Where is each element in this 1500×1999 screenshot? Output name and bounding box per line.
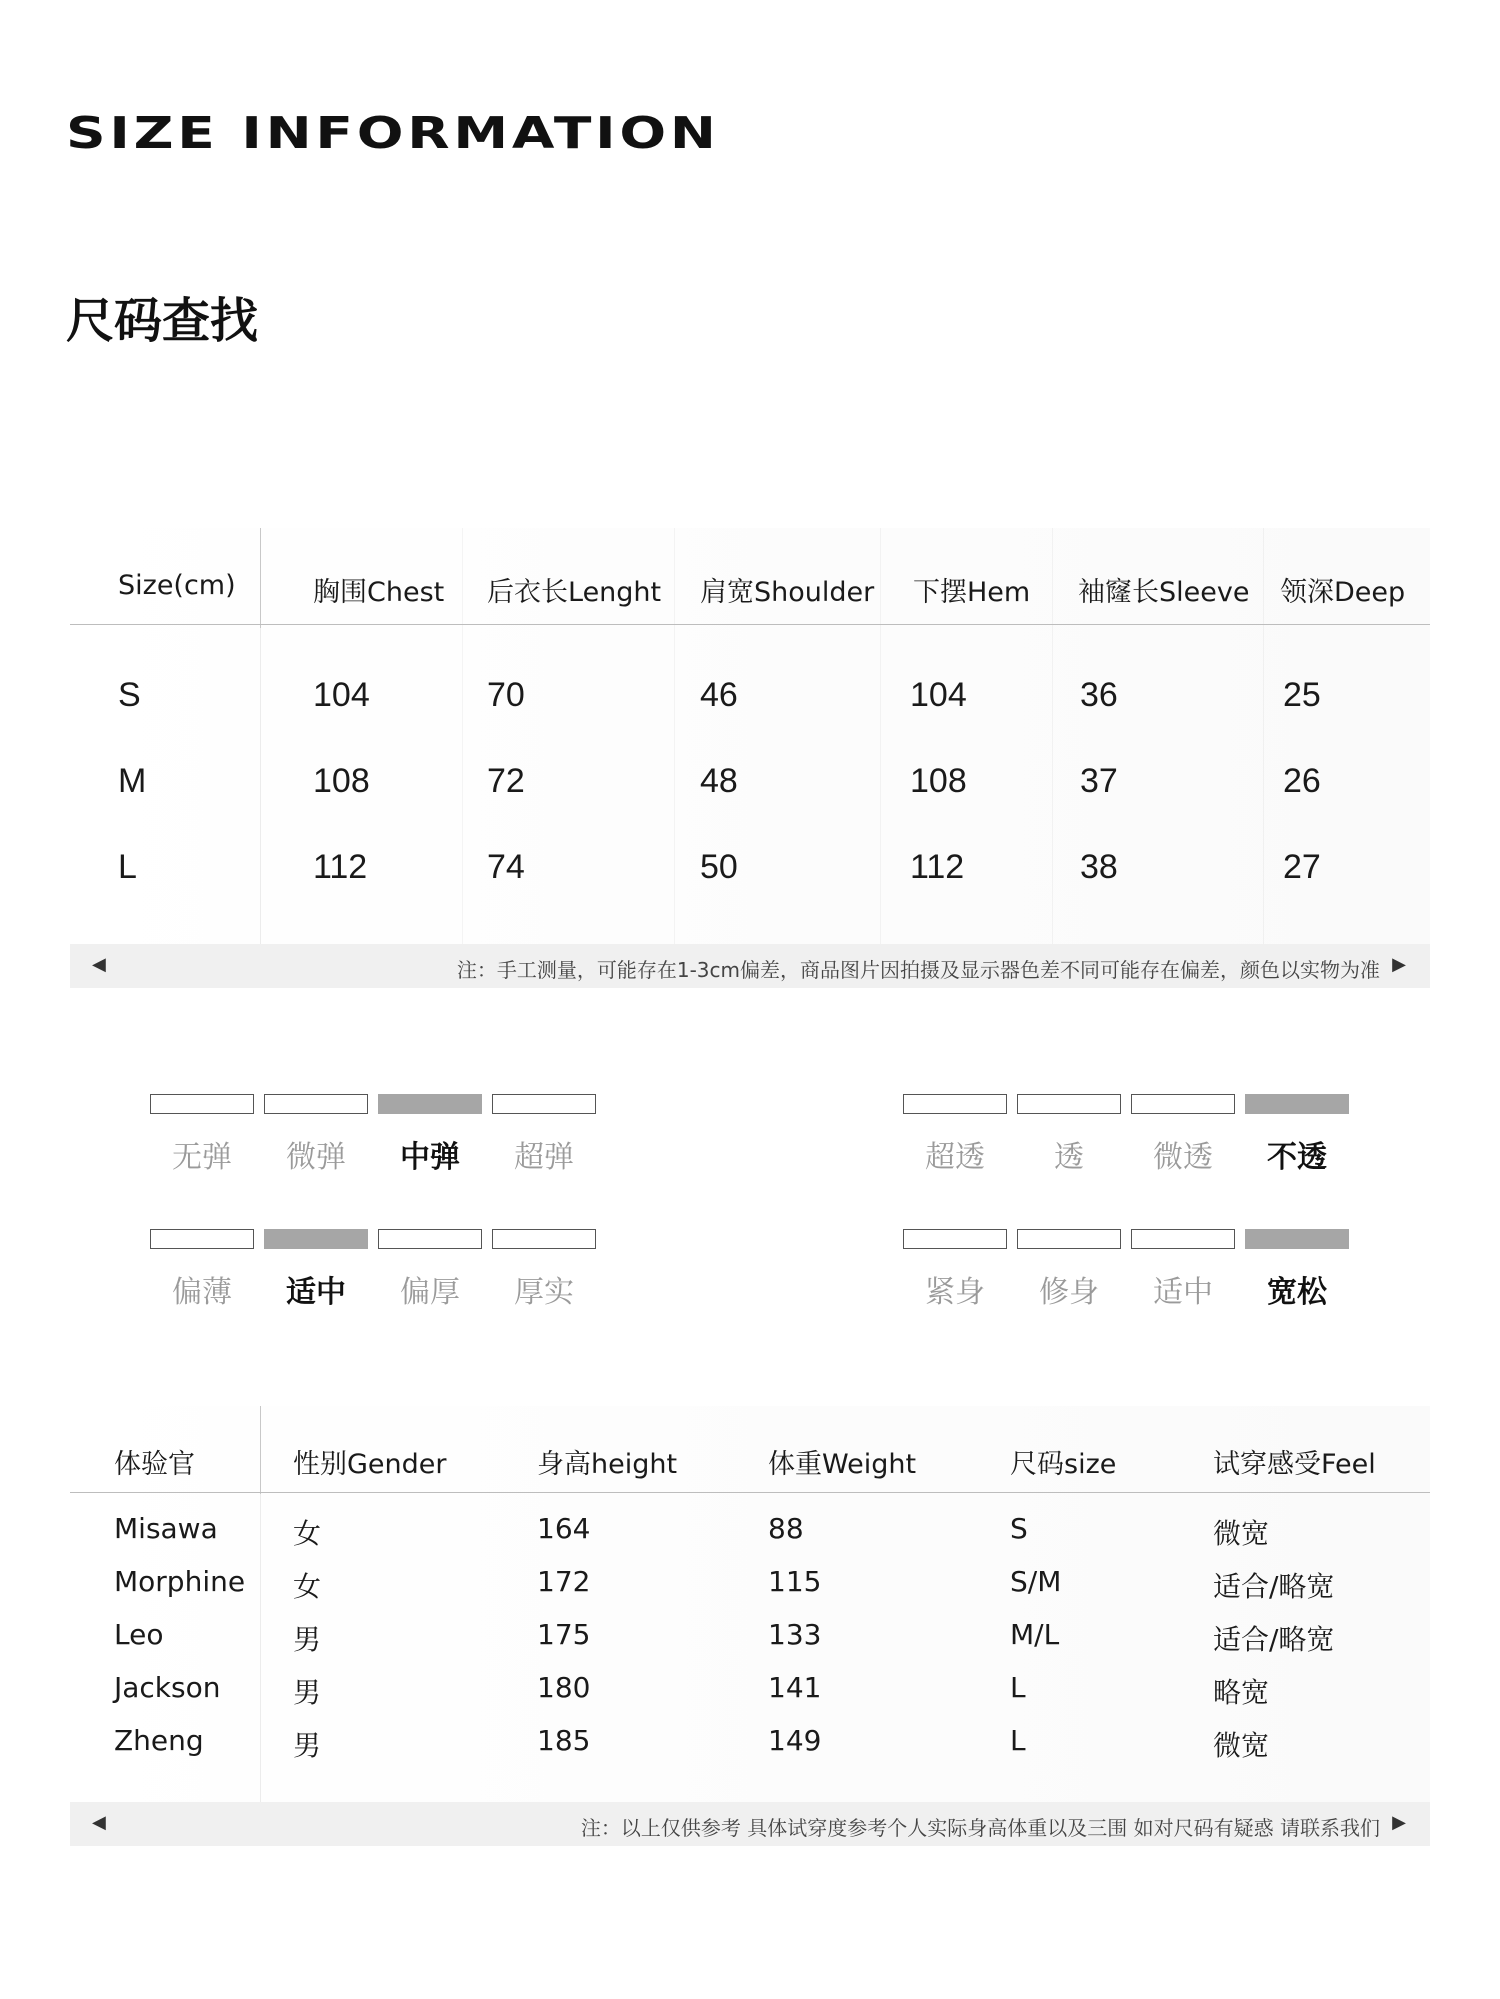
scroll-left-icon[interactable]: ◀ bbox=[92, 1812, 106, 1833]
cell-feel: 微宽 bbox=[1213, 1517, 1270, 1550]
cell-tester: Jackson bbox=[114, 1671, 221, 1704]
cell-length: 70 bbox=[487, 676, 525, 714]
cell-sleeve: 37 bbox=[1080, 762, 1118, 800]
scale-box bbox=[492, 1094, 596, 1114]
scale-transparency bbox=[903, 1094, 1353, 1184]
title-english: SIZE INFORMATION bbox=[66, 108, 720, 159]
cell-hem: 104 bbox=[910, 676, 967, 714]
cell-size: S bbox=[118, 676, 141, 714]
cell-weight: 141 bbox=[768, 1671, 822, 1704]
cell-shoulder: 50 bbox=[700, 848, 738, 886]
scale-box bbox=[1017, 1094, 1121, 1114]
cell-feel: 略宽 bbox=[1213, 1676, 1270, 1709]
cell-sleeve: 36 bbox=[1080, 676, 1118, 714]
cell-weight: 149 bbox=[768, 1724, 822, 1757]
scale-box bbox=[264, 1094, 368, 1114]
scale-box bbox=[492, 1229, 596, 1249]
cell-shoulder: 48 bbox=[700, 762, 738, 800]
column-divider bbox=[1263, 528, 1264, 946]
scroll-right-icon[interactable]: ▶ bbox=[1392, 954, 1406, 975]
cell-feel: 适合/略宽 bbox=[1213, 1623, 1335, 1656]
header-divider bbox=[260, 528, 261, 628]
cell-height: 175 bbox=[537, 1618, 591, 1651]
cell-gender: 男 bbox=[293, 1623, 322, 1656]
scale-box bbox=[1131, 1094, 1235, 1114]
scale-label: 厚实 bbox=[514, 1275, 574, 1310]
reference-note-bar[interactable] bbox=[70, 1802, 1430, 1846]
cell-gender: 女 bbox=[293, 1570, 322, 1603]
cell-sleeve: 38 bbox=[1080, 848, 1118, 886]
column-divider bbox=[880, 528, 881, 946]
header-underline bbox=[70, 1492, 1430, 1493]
cell-size: L bbox=[1010, 1671, 1026, 1704]
cell-height: 180 bbox=[537, 1671, 591, 1704]
scale-box bbox=[1131, 1229, 1235, 1249]
scale-box-selected bbox=[1245, 1094, 1349, 1114]
scale-label: 偏厚 bbox=[400, 1275, 460, 1310]
cell-deep: 26 bbox=[1283, 762, 1321, 800]
header-size: Size(cm) bbox=[118, 570, 236, 601]
cell-gender: 女 bbox=[293, 1517, 322, 1550]
cell-chest: 112 bbox=[313, 848, 368, 886]
scale-thickness bbox=[150, 1229, 600, 1319]
header-feel: 试穿感受Feel bbox=[1213, 1449, 1376, 1480]
scale-label: 修身 bbox=[1039, 1275, 1099, 1310]
column-divider bbox=[260, 628, 261, 946]
header-deep: 领深Deep bbox=[1280, 577, 1406, 608]
scale-label: 不透 bbox=[1267, 1140, 1327, 1175]
scale-box bbox=[1017, 1229, 1121, 1249]
cell-shoulder: 46 bbox=[700, 676, 738, 714]
scale-label: 透 bbox=[1054, 1140, 1084, 1175]
cell-deep: 25 bbox=[1283, 676, 1321, 714]
cell-deep: 27 bbox=[1283, 848, 1321, 886]
cell-tester: Morphine bbox=[114, 1565, 246, 1598]
cell-tester: Zheng bbox=[114, 1724, 204, 1757]
cell-tester: Leo bbox=[114, 1618, 164, 1651]
scale-label: 适中 bbox=[1153, 1275, 1213, 1310]
cell-chest: 104 bbox=[313, 676, 370, 714]
column-divider bbox=[462, 528, 463, 946]
cell-gender: 男 bbox=[293, 1676, 322, 1709]
cell-weight: 88 bbox=[768, 1512, 804, 1545]
header-weight: 体重Weight bbox=[768, 1449, 917, 1480]
scale-label: 微弹 bbox=[286, 1140, 346, 1175]
scale-label: 适中 bbox=[286, 1275, 346, 1310]
header-divider bbox=[260, 1406, 261, 1494]
title-chinese: 尺码查找 bbox=[66, 293, 259, 349]
cell-height: 164 bbox=[537, 1512, 591, 1545]
scale-elasticity bbox=[150, 1094, 600, 1184]
measurement-note-bar[interactable] bbox=[70, 944, 1430, 988]
cell-length: 74 bbox=[487, 848, 525, 886]
cell-feel: 适合/略宽 bbox=[1213, 1570, 1335, 1603]
cell-weight: 133 bbox=[768, 1618, 822, 1651]
header-shoulder: 肩宽Shoulder bbox=[700, 577, 875, 608]
scale-box-selected bbox=[264, 1229, 368, 1249]
scale-box bbox=[903, 1229, 1007, 1249]
scroll-right-icon[interactable]: ▶ bbox=[1392, 1812, 1406, 1833]
cell-size: S bbox=[1010, 1512, 1028, 1545]
cell-gender: 男 bbox=[293, 1729, 322, 1762]
scale-box bbox=[150, 1094, 254, 1114]
cell-height: 172 bbox=[537, 1565, 591, 1598]
header-gender: 性别Gender bbox=[293, 1449, 447, 1480]
column-divider bbox=[1052, 528, 1053, 946]
scale-box bbox=[903, 1094, 1007, 1114]
header-chest: 胸围Chest bbox=[313, 577, 445, 608]
scale-box-selected bbox=[1245, 1229, 1349, 1249]
header-size: 尺码size bbox=[1010, 1449, 1117, 1480]
reference-note: 注：以上仅供参考 具体试穿度参考个人实际身高体重以及三围 如对尺码有疑惑 请联系我们 bbox=[580, 1816, 1380, 1840]
column-divider bbox=[674, 528, 675, 946]
header-tester: 体验官 bbox=[114, 1449, 195, 1480]
scale-box bbox=[150, 1229, 254, 1249]
scale-label: 紧身 bbox=[925, 1275, 985, 1310]
tester-table bbox=[70, 1406, 1430, 1846]
cell-height: 185 bbox=[537, 1724, 591, 1757]
cell-size: M bbox=[118, 762, 147, 800]
scale-box bbox=[378, 1229, 482, 1249]
header-length: 后衣长Lenght bbox=[487, 577, 662, 608]
cell-size: S/M bbox=[1010, 1565, 1062, 1598]
cell-size: L bbox=[1010, 1724, 1026, 1757]
scale-label: 超透 bbox=[925, 1140, 985, 1175]
scale-label: 超弹 bbox=[514, 1140, 574, 1175]
header-height: 身高height bbox=[537, 1449, 678, 1480]
cell-chest: 108 bbox=[313, 762, 370, 800]
cell-weight: 115 bbox=[768, 1565, 822, 1598]
cell-hem: 112 bbox=[910, 848, 965, 886]
scale-label: 微透 bbox=[1153, 1140, 1213, 1175]
scale-fit bbox=[903, 1229, 1353, 1319]
cell-hem: 108 bbox=[910, 762, 967, 800]
cell-tester: Misawa bbox=[114, 1512, 218, 1545]
size-table bbox=[70, 528, 1430, 988]
header-sleeve: 袖窿长Sleeve bbox=[1078, 577, 1250, 608]
scale-label: 中弹 bbox=[400, 1140, 460, 1175]
cell-feel: 微宽 bbox=[1213, 1729, 1270, 1762]
cell-size: L bbox=[118, 848, 137, 886]
cell-length: 72 bbox=[487, 762, 525, 800]
scale-label: 宽松 bbox=[1267, 1275, 1327, 1310]
scale-label: 偏薄 bbox=[172, 1275, 232, 1310]
measurement-note: 注：手工测量，可能存在1-3cm偏差，商品图片因拍摄及显示器色差不同可能存在偏差，颜色以实物为准 bbox=[456, 958, 1380, 982]
header-underline bbox=[70, 624, 1430, 625]
header-hem: 下摆Hem bbox=[913, 577, 1031, 608]
scale-box-selected bbox=[378, 1094, 482, 1114]
column-divider bbox=[260, 1494, 261, 1802]
scale-label: 无弹 bbox=[172, 1140, 232, 1175]
cell-size: M/L bbox=[1010, 1618, 1060, 1651]
scroll-left-icon[interactable]: ◀ bbox=[92, 954, 106, 975]
